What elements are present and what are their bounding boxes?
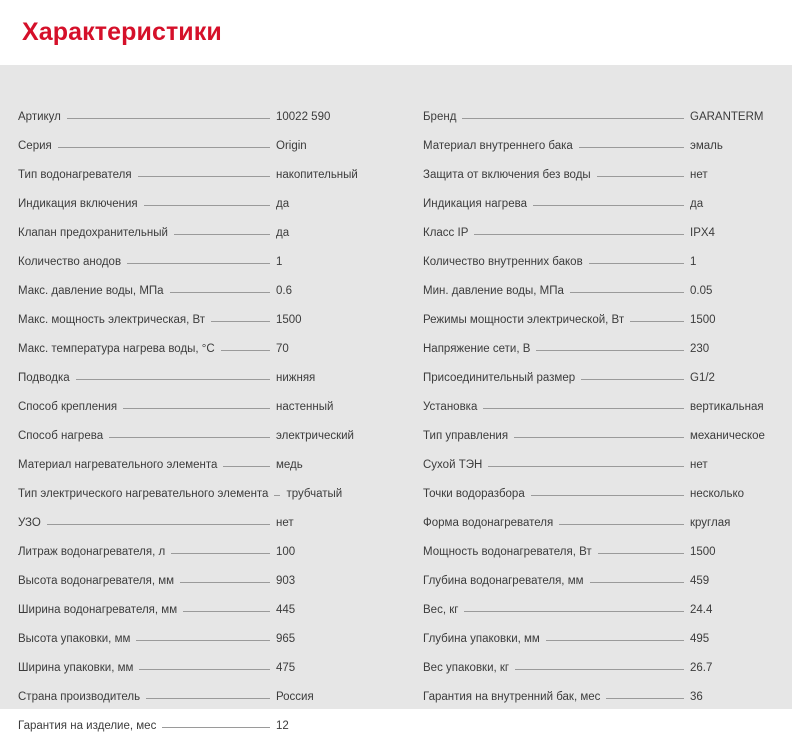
spec-row xyxy=(423,364,772,393)
spec-leader-line xyxy=(183,610,270,612)
spec-row xyxy=(18,509,372,538)
spec-label: Индикация включения xyxy=(18,198,138,210)
spec-value: 230 xyxy=(690,343,710,355)
spec-value: 495 xyxy=(690,633,710,645)
spec-value: 36 xyxy=(690,691,703,703)
spec-label: Тип управления xyxy=(423,430,509,442)
spec-label: Точки водоразбора xyxy=(423,488,525,500)
spec-value: эмаль xyxy=(690,140,723,152)
spec-value: Россия xyxy=(276,691,314,703)
spec-row xyxy=(423,132,772,161)
spec-value: настенный xyxy=(276,401,334,413)
spec-value: 0.6 xyxy=(276,285,292,297)
spec-row xyxy=(423,190,772,219)
spec-row xyxy=(18,654,372,683)
spec-row xyxy=(423,219,772,248)
spec-row xyxy=(423,422,772,451)
spec-row xyxy=(18,393,372,422)
spec-label: Материал нагревательного элемента xyxy=(18,459,218,471)
spec-row xyxy=(18,451,372,480)
spec-value: нет xyxy=(276,517,294,529)
spec-label: Количество анодов xyxy=(18,256,122,268)
spec-leader-line xyxy=(144,204,270,206)
spec-label: Защита от включения без воды xyxy=(423,169,591,181)
spec-leader-line xyxy=(109,436,270,438)
spec-value: накопительный xyxy=(276,169,358,181)
spec-label: Форма водонагревателя xyxy=(423,517,554,529)
spec-leader-line xyxy=(146,697,270,699)
spec-row xyxy=(18,161,372,190)
spec-leader-line xyxy=(58,146,270,148)
spec-row xyxy=(18,480,372,509)
spec-label: Вес упаковки, кг xyxy=(423,662,510,674)
spec-value: 24.4 xyxy=(690,604,713,616)
spec-row xyxy=(423,538,772,567)
spec-leader-line xyxy=(533,204,684,206)
spec-label: Присоединительный размер xyxy=(423,372,576,384)
spec-row xyxy=(423,161,772,190)
spec-label: Бренд xyxy=(423,111,457,123)
spec-value: G1/2 xyxy=(690,372,715,384)
spec-row xyxy=(18,625,372,654)
spec-value: круглая xyxy=(690,517,731,529)
spec-label: Мощность водонагревателя, Вт xyxy=(423,546,592,558)
spec-row xyxy=(18,422,372,451)
spec-label: Количество внутренних баков xyxy=(423,256,583,268)
spec-leader-line xyxy=(598,552,684,554)
spec-label: УЗО xyxy=(18,517,41,529)
spec-label: Глубина водонагревателя, мм xyxy=(423,575,584,587)
spec-leader-line xyxy=(180,581,270,583)
spec-value: 0.05 xyxy=(690,285,713,297)
spec-leader-line xyxy=(483,407,684,409)
spec-value: несколько xyxy=(690,488,745,500)
spec-label: Серия xyxy=(18,140,52,152)
spec-leader-line xyxy=(581,378,684,380)
spec-leader-line xyxy=(127,262,270,264)
spec-leader-line xyxy=(47,523,270,525)
spec-leader-line xyxy=(211,320,270,322)
spec-value: 445 xyxy=(276,604,296,616)
spec-row xyxy=(18,364,372,393)
spec-value: да xyxy=(276,198,290,210)
specifications-columns xyxy=(0,103,792,741)
spec-leader-line xyxy=(630,320,684,322)
spec-row xyxy=(423,306,772,335)
spec-label: Высота упаковки, мм xyxy=(18,633,131,645)
spec-label: Вес, кг xyxy=(423,604,459,616)
spec-leader-line xyxy=(546,639,684,641)
spec-value: вертикальная xyxy=(690,401,764,413)
spec-value: 1500 xyxy=(690,314,716,326)
spec-label: Установка xyxy=(423,401,478,413)
spec-row xyxy=(18,248,372,277)
spec-leader-line xyxy=(274,494,280,496)
spec-row xyxy=(18,132,372,161)
page-header xyxy=(0,0,792,65)
spec-leader-line xyxy=(514,436,684,438)
spec-label: Макс. давление воды, МПа xyxy=(18,285,164,297)
spec-value: 10022 590 xyxy=(276,111,331,123)
spec-leader-line xyxy=(589,262,684,264)
spec-value: да xyxy=(276,227,290,239)
spec-value: нижняя xyxy=(276,372,316,384)
spec-value: IPX4 xyxy=(690,227,715,239)
spec-row xyxy=(423,596,772,625)
spec-row xyxy=(423,103,772,132)
spec-value: 459 xyxy=(690,575,710,587)
spec-row xyxy=(18,538,372,567)
spec-label: Артикул xyxy=(18,111,61,123)
spec-row xyxy=(18,103,372,132)
spec-label: Материал внутреннего бака xyxy=(423,140,573,152)
spec-leader-line xyxy=(536,349,684,351)
spec-row xyxy=(18,277,372,306)
spec-label: Гарантия на внутренний бак, мес xyxy=(423,691,601,703)
specifications-panel xyxy=(0,65,792,732)
spec-value: 12 xyxy=(276,720,289,732)
spec-leader-line xyxy=(223,465,270,467)
spec-value: электрический xyxy=(276,430,354,442)
spec-row xyxy=(423,480,772,509)
spec-label: Макс. мощность электрическая, Вт xyxy=(18,314,206,326)
spec-label: Класс IP xyxy=(423,227,469,239)
spec-row xyxy=(423,625,772,654)
spec-label: Тип электрического нагревательного элемента xyxy=(18,488,269,500)
spec-leader-line xyxy=(531,494,684,496)
spec-label: Высота водонагревателя, мм xyxy=(18,575,175,587)
spec-value: трубчатый xyxy=(286,488,343,500)
spec-label: Мин. давление воды, МПа xyxy=(423,285,564,297)
spec-label: Тип водонагревателя xyxy=(18,169,132,181)
spec-value: да xyxy=(690,198,704,210)
spec-row xyxy=(18,219,372,248)
spec-label: Ширина водонагревателя, мм xyxy=(18,604,178,616)
spec-value: 26.7 xyxy=(690,662,713,674)
spec-row xyxy=(423,393,772,422)
spec-value: механическое xyxy=(690,430,765,442)
spec-label: Литраж водонагревателя, л xyxy=(18,546,166,558)
spec-value: 70 xyxy=(276,343,289,355)
spec-leader-line xyxy=(590,581,684,583)
spec-leader-line xyxy=(474,233,684,235)
spec-leader-line xyxy=(136,639,270,641)
spec-row xyxy=(423,335,772,364)
spec-value: медь xyxy=(276,459,303,471)
spec-row xyxy=(18,567,372,596)
spec-label: Гарантия на изделие, мес xyxy=(18,720,157,732)
spec-value: 100 xyxy=(276,546,296,558)
spec-label: Режимы мощности электрической, Вт xyxy=(423,314,625,326)
spec-leader-line xyxy=(597,175,684,177)
spec-value: Origin xyxy=(276,140,307,152)
spec-value: 1500 xyxy=(276,314,302,326)
spec-row xyxy=(423,451,772,480)
spec-row xyxy=(18,712,372,741)
spec-row xyxy=(18,306,372,335)
spec-label: Способ крепления xyxy=(18,401,118,413)
spec-leader-line xyxy=(171,552,270,554)
spec-row xyxy=(423,509,772,538)
spec-leader-line xyxy=(76,378,270,380)
spec-leader-line xyxy=(464,610,684,612)
page-title: Характеристики xyxy=(22,18,222,46)
spec-leader-line xyxy=(67,117,270,119)
spec-leader-line xyxy=(462,117,684,119)
spec-value: 475 xyxy=(276,662,296,674)
spec-leader-line xyxy=(170,291,270,293)
spec-value: GARANTERM xyxy=(690,111,764,123)
spec-leader-line xyxy=(221,349,270,351)
spec-row xyxy=(423,567,772,596)
spec-label: Подводка xyxy=(18,372,70,384)
spec-value: 1 xyxy=(690,256,697,268)
spec-label: Индикация нагрева xyxy=(423,198,527,210)
spec-leader-line xyxy=(488,465,684,467)
spec-label: Глубина упаковки, мм xyxy=(423,633,540,645)
spec-label: Ширина упаковки, мм xyxy=(18,662,134,674)
spec-label: Напряжение сети, В xyxy=(423,343,531,355)
spec-label: Макс. температура нагрева воды, °C xyxy=(18,343,215,355)
spec-leader-line xyxy=(606,697,684,699)
spec-label: Клапан предохранительный xyxy=(18,227,168,239)
specifications-left-column xyxy=(0,103,400,741)
spec-value: 1 xyxy=(276,256,283,268)
spec-leader-line xyxy=(570,291,684,293)
spec-leader-line xyxy=(515,668,684,670)
spec-leader-line xyxy=(579,146,684,148)
spec-label: Способ нагрева xyxy=(18,430,104,442)
specifications-right-column xyxy=(400,103,792,741)
spec-row xyxy=(18,683,372,712)
spec-label: Страна производитель xyxy=(18,691,141,703)
spec-row xyxy=(18,596,372,625)
spec-row xyxy=(18,335,372,364)
spec-leader-line xyxy=(174,233,270,235)
spec-leader-line xyxy=(139,668,270,670)
spec-label: Сухой ТЭН xyxy=(423,459,483,471)
spec-value: нет xyxy=(690,459,708,471)
spec-value: 965 xyxy=(276,633,296,645)
spec-row xyxy=(423,248,772,277)
spec-leader-line xyxy=(138,175,270,177)
spec-row xyxy=(423,683,772,712)
spec-row xyxy=(423,654,772,683)
spec-row xyxy=(18,190,372,219)
spec-value: 903 xyxy=(276,575,296,587)
spec-leader-line xyxy=(123,407,270,409)
spec-row xyxy=(423,277,772,306)
spec-leader-line xyxy=(559,523,684,525)
spec-value: 1500 xyxy=(690,546,716,558)
spec-value: нет xyxy=(690,169,708,181)
spec-leader-line xyxy=(162,726,270,728)
